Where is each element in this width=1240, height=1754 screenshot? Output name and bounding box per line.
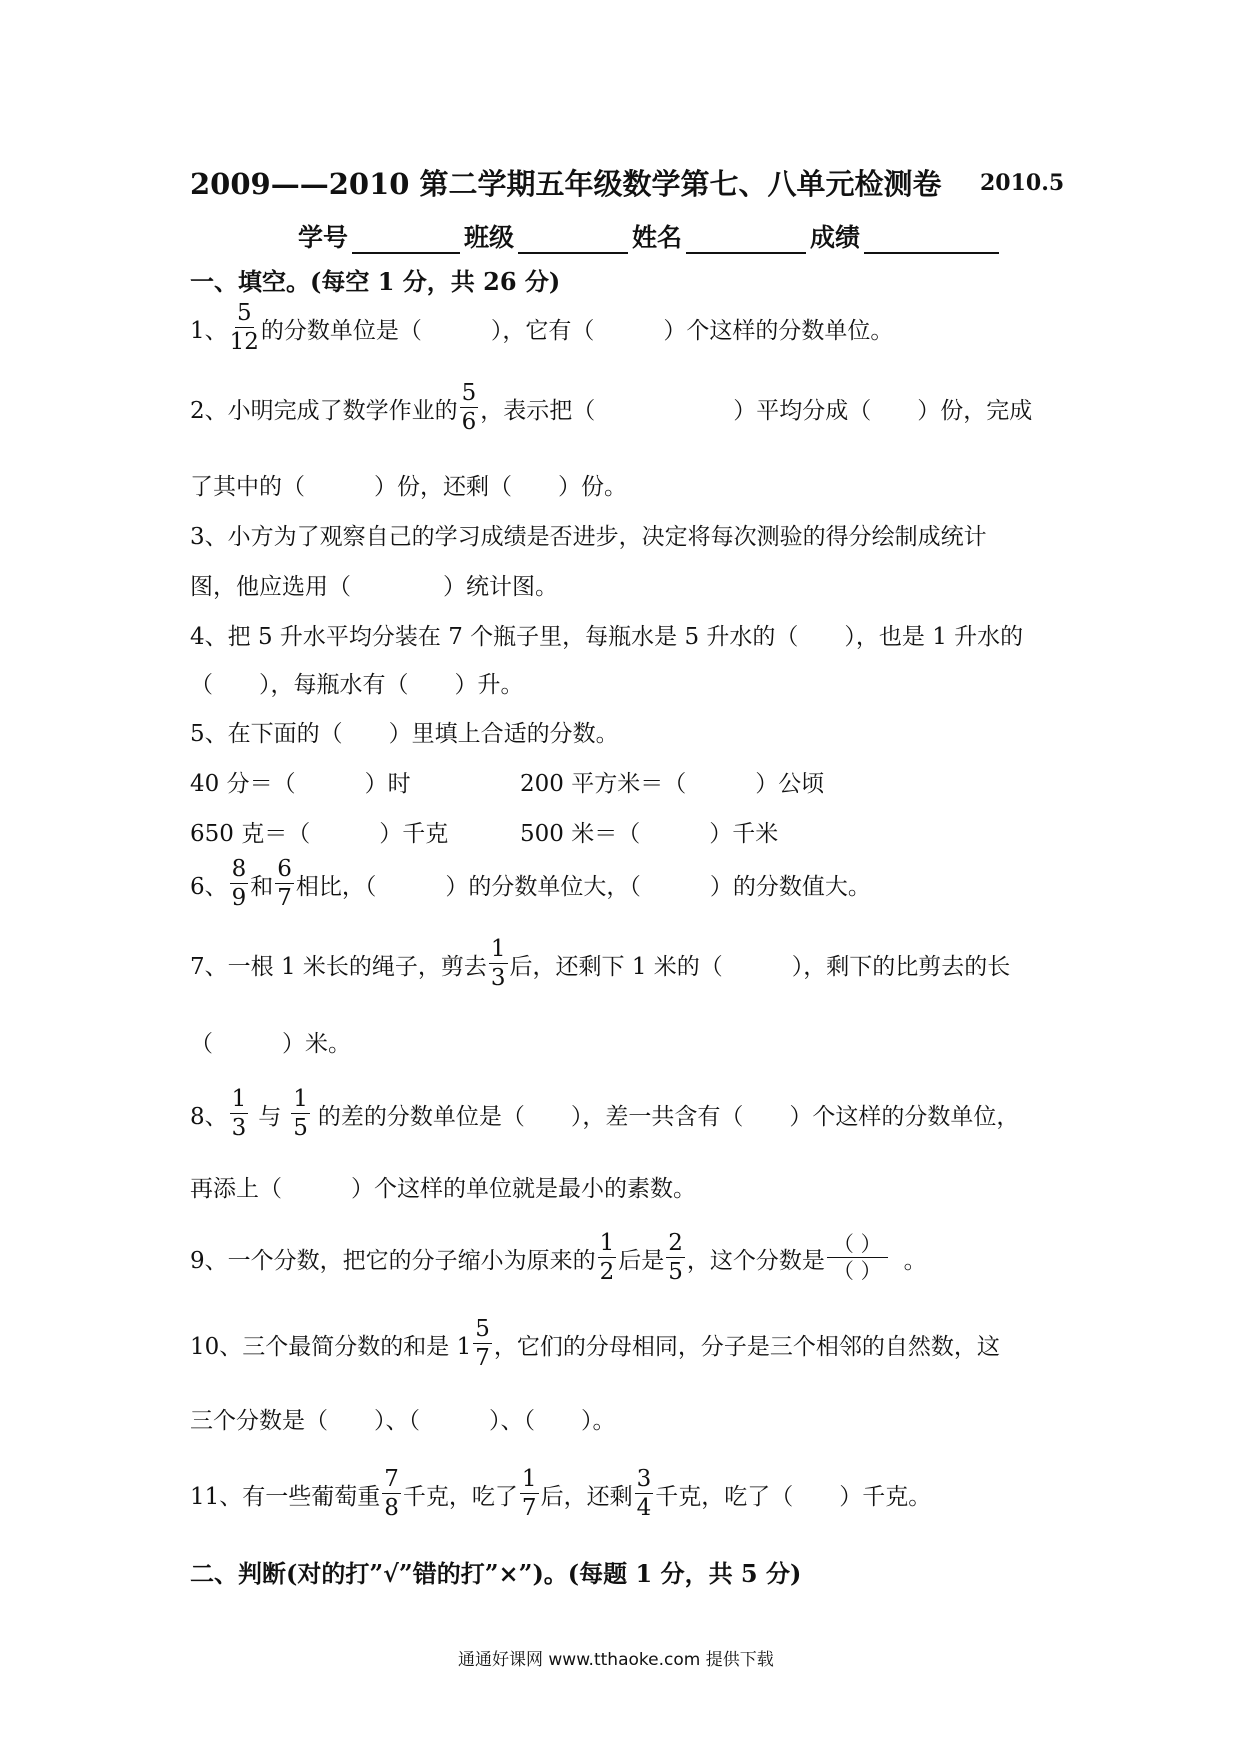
q10-text-pre: 10、三个最简分数的和是 1	[190, 1333, 472, 1360]
q11-text-pre: 11、有一些葡萄重	[190, 1483, 381, 1510]
q2-fraction: $\frac{5}{6}$	[461, 380, 477, 435]
q5-item-d: 500 米＝（ ）千米	[520, 821, 779, 847]
q11-fraction-2: $\frac{1}{7}$	[521, 1466, 537, 1521]
name-blank[interactable]	[686, 224, 806, 254]
q10-continuation: 三个分数是（ ）、（ ）、（ ）。	[190, 1408, 616, 1434]
q2-continuation: 了其中的（ ）份，还剩（ ）份。	[190, 474, 627, 500]
q4-line-1: 4、把 5 升水平均分装在 7 个瓶子里，每瓶水是 5 升水的（ ），也是 1 升水的	[190, 624, 1024, 650]
q11-text: 千克，吃了（ ）千克。	[655, 1483, 932, 1510]
q5-item-a: 40 分＝（ ）时	[190, 771, 411, 797]
section-2-heading: 二、判断(对的打”√”错的打”×”)。(每题 1 分，共 5 分)	[190, 1559, 802, 1588]
student-id-blank[interactable]	[352, 224, 460, 254]
question-10	[190, 1318, 1000, 1370]
q8-fraction-1: $\frac{1}{3}$	[231, 1086, 247, 1141]
class-blank[interactable]	[518, 224, 628, 254]
field-label-student-id: 学号	[298, 223, 349, 252]
q1-number: 1、	[190, 317, 228, 344]
q6-conjunction: 和	[250, 873, 274, 900]
q9-text-pre: 9、一个分数，把它的分子缩小为原来的	[190, 1247, 596, 1274]
student-info-row	[298, 218, 1003, 254]
exam-date: 2010.5	[980, 170, 1065, 196]
q8-fraction-2: $\frac{1}{5}$	[293, 1086, 308, 1141]
question-11	[190, 1468, 931, 1520]
q7-continuation: （ ）米。	[190, 1031, 351, 1057]
q7-text-pre: 7、一根 1 米长的绳子，剪去	[190, 953, 487, 980]
q1-text: 的分数单位是（ ），它有（ ）个这样的分数单位。	[260, 317, 894, 344]
q6-number: 6、	[190, 873, 228, 900]
q9-middle: 后是	[618, 1247, 665, 1274]
question-2	[190, 382, 1032, 434]
q5-item-c: 650 克＝（ ）千克	[190, 821, 449, 847]
question-7	[190, 938, 1010, 990]
field-label-name: 姓名	[632, 223, 683, 252]
q10-text: ，它们的分母相同，分子是三个相邻的自然数，这	[493, 1333, 1000, 1360]
q11-fraction-3: $\frac{3}{4}$	[636, 1466, 652, 1521]
q6-fraction-2: $\frac{6}{7}$	[277, 856, 292, 911]
q9-answer-fraction[interactable]: $\frac{( )}{( )}$	[827, 1234, 888, 1282]
q2-text: ，表示把（ ）平均分成（ ）份，完成	[480, 397, 1033, 424]
q6-fraction-1: $\frac{8}{9}$	[231, 856, 247, 911]
score-blank[interactable]	[864, 224, 999, 254]
q1-fraction: $\frac{5}{12}$	[229, 300, 259, 355]
q11-middle-2: 后，还剩	[540, 1483, 633, 1510]
question-6	[190, 858, 871, 910]
q9-end: 。	[903, 1247, 927, 1274]
field-label-class: 班级	[464, 223, 515, 252]
question-9	[190, 1232, 927, 1284]
q2-text-pre: 2、小明完成了数学作业的	[190, 397, 458, 424]
q8-text: 的差的分数单位是（ ），差一共含有（ ）个这样的分数单位，	[317, 1103, 1020, 1130]
q8-number: 8、	[190, 1103, 228, 1130]
page-title: 2009——2010 第二学期五年级数学第七、八单元检测卷	[190, 167, 942, 201]
q10-fraction: $\frac{5}{7}$	[475, 1316, 490, 1371]
q4-line-2: （ ），每瓶水有（ ）升。	[190, 672, 524, 698]
q5-item-b: 200 平方米＝（ ）公顷	[520, 771, 825, 797]
question-1	[190, 302, 893, 354]
section-1-heading: 一、填空。(每空 1 分，共 26 分)	[190, 267, 561, 296]
q7-text: 后，还剩下 1 米的（ ），剩下的比剪去的长	[509, 953, 1011, 980]
q11-middle-1: 千克，吃了	[402, 1483, 518, 1510]
question-8	[190, 1088, 1019, 1140]
q11-fraction-1: $\frac{7}{8}$	[384, 1466, 399, 1521]
q5-line-1: 5、在下面的（ ）里填上合适的分数。	[190, 721, 619, 747]
q7-fraction: $\frac{1}{3}$	[490, 936, 506, 991]
field-label-score: 成绩	[810, 223, 861, 252]
q8-conjunction: 与	[258, 1103, 282, 1130]
q9-fraction-1: $\frac{1}{2}$	[599, 1230, 615, 1285]
q8-continuation: 再添上（ ）个这样的单位就是最小的素数。	[190, 1176, 696, 1202]
q3-line-1: 3、小方为了观察自己的学习成绩是否进步，决定将每次测验的得分绘制成统计	[190, 524, 987, 550]
q3-line-2: 图，他应选用（ ）统计图。	[190, 574, 558, 600]
q9-text: ，这个分数是	[686, 1247, 825, 1274]
q6-text: 相比，（ ）的分数单位大，（ ）的分数值大。	[295, 873, 871, 900]
footer-credit: 通通好课网 www.tthaoke.com 提供下载	[458, 1650, 774, 1670]
q9-fraction-2: $\frac{2}{5}$	[668, 1230, 683, 1285]
